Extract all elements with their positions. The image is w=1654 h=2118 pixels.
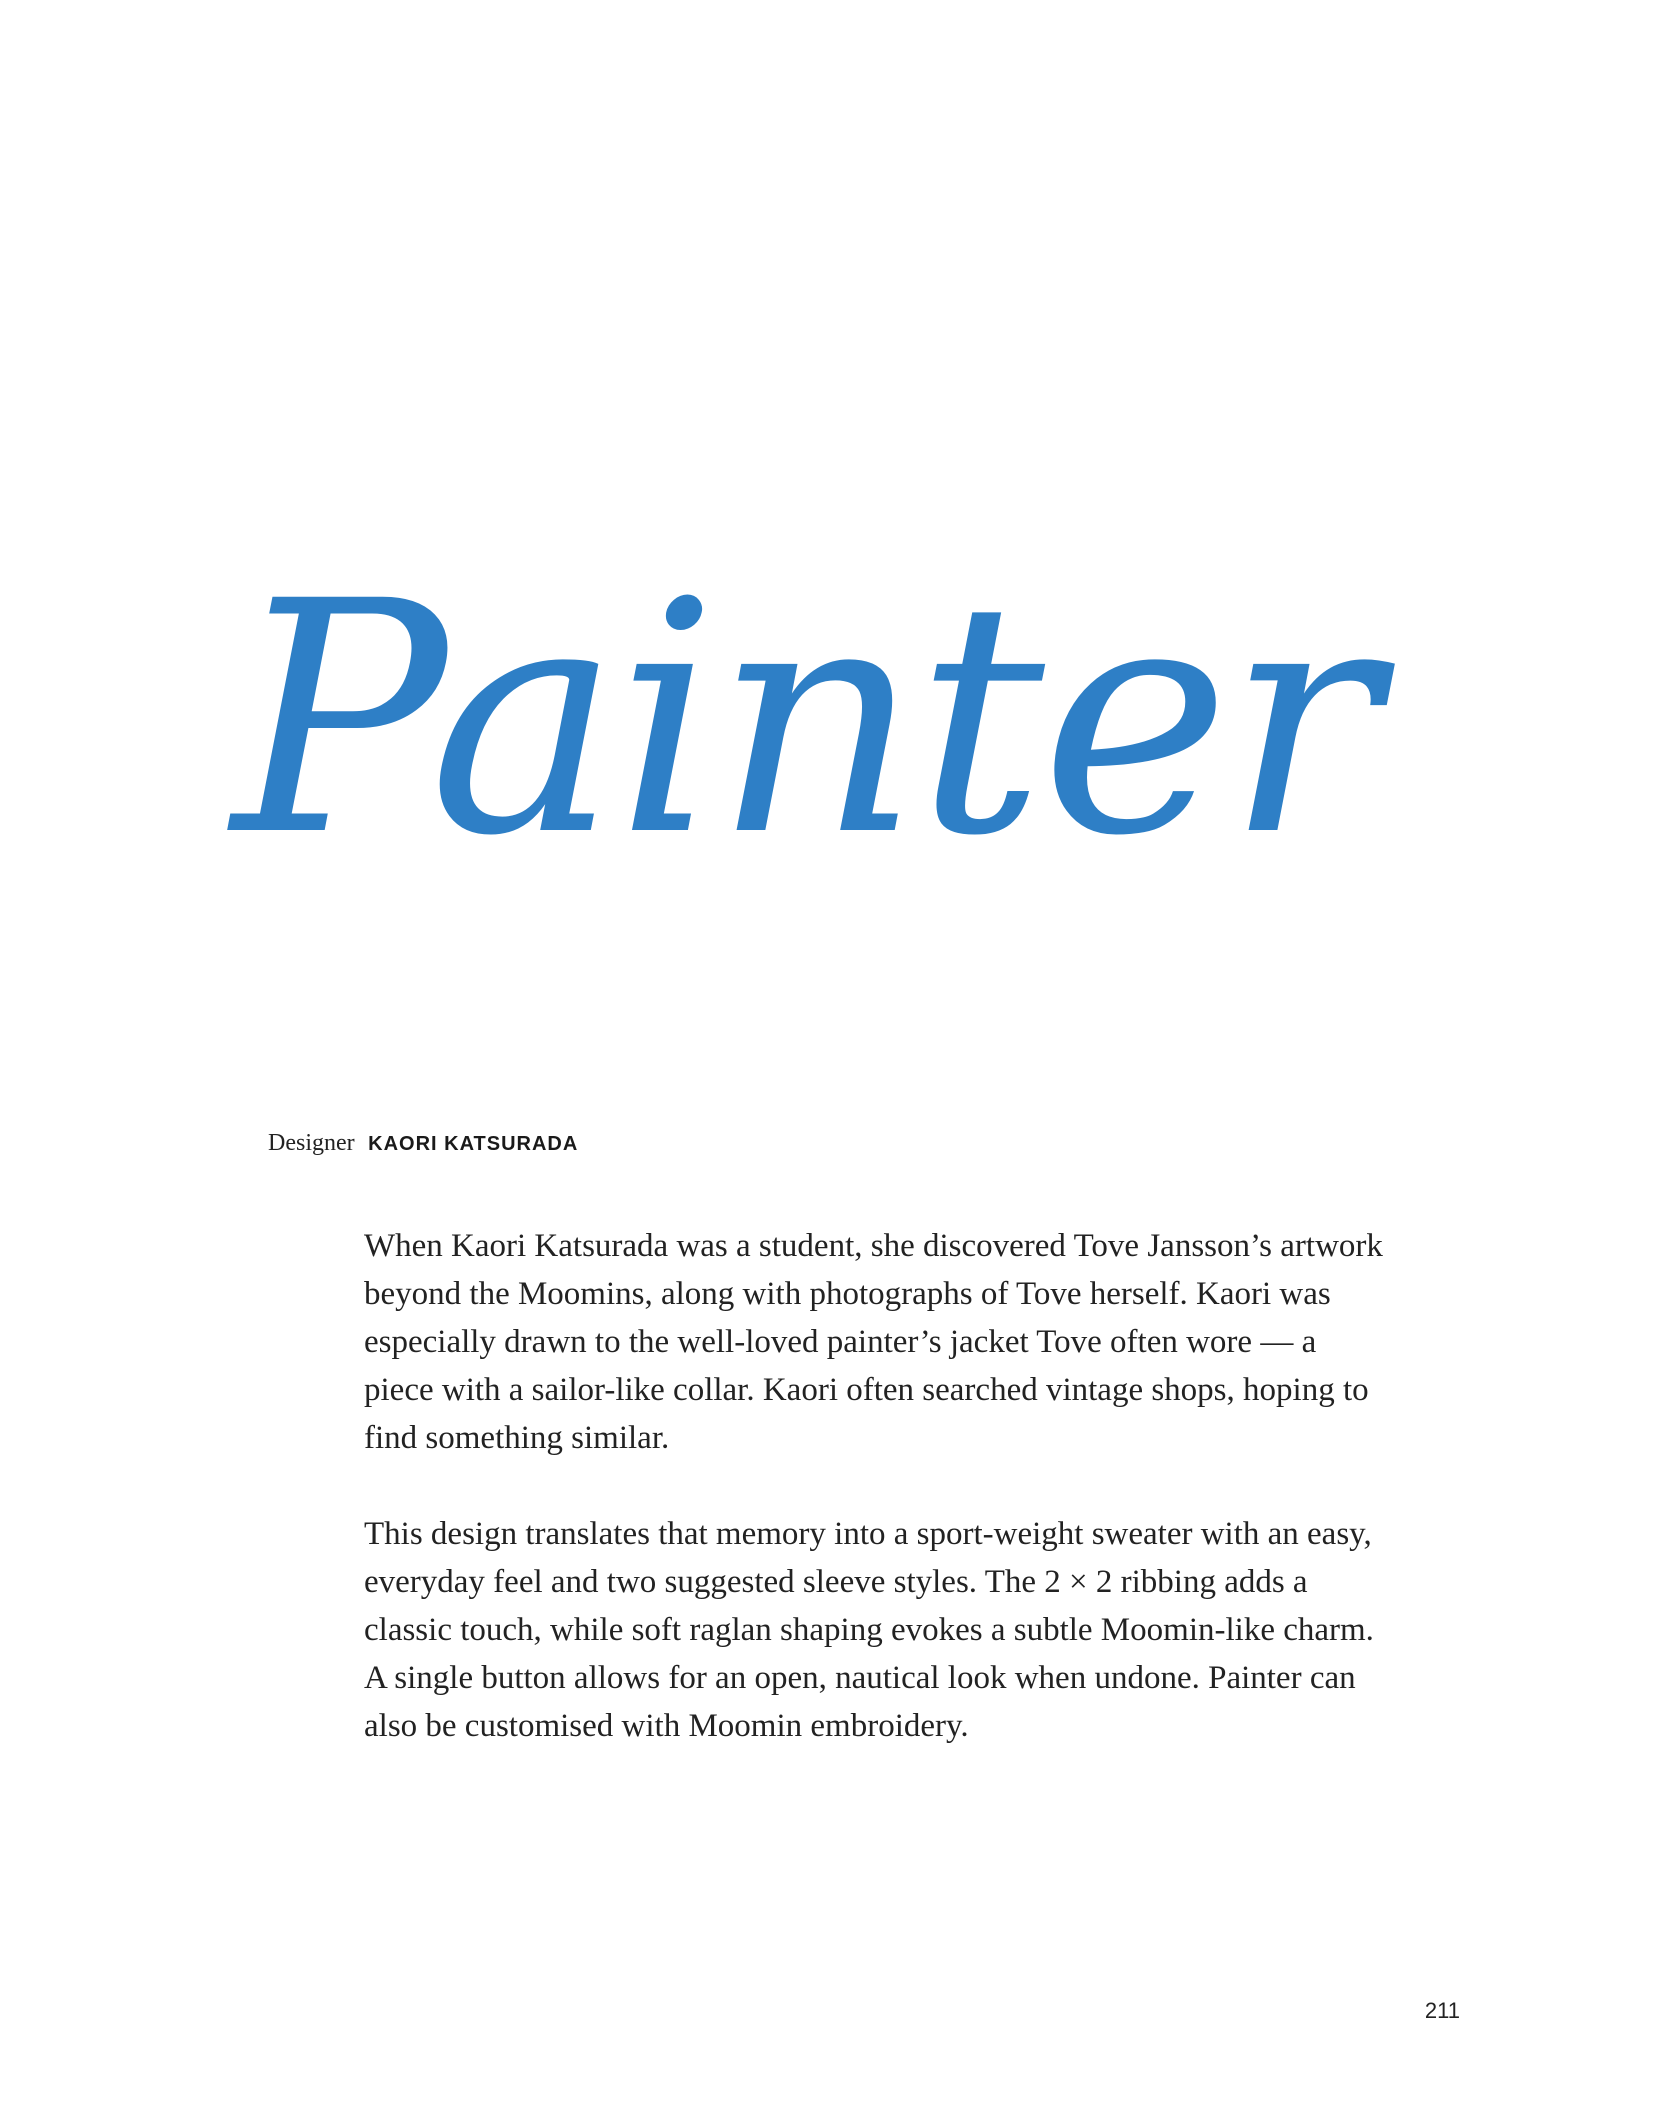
designer-credit [268,1130,578,1157]
designer-label: Designer [268,1130,355,1156]
designer-name: KAORI KATSURADA [368,1133,579,1155]
body-text [364,1222,1384,1798]
page-title: Painter [232,534,1376,906]
paragraph-2: This design translates that memory into a sport-weight sweater with an easy, everyday feel and two suggested sleeve styles. The 2 × 2 ribbing adds a classic touch, while soft raglan shaping evokes a subtle Moomin-like charm. A single button allows for an open, nautical look when undone. Painter can also be customised with Moomin embroidery. [364,1516,1374,1744]
page-number: 211 [1424,1998,1460,2023]
paragraph-1: When Kaori Katsurada was a student, she discovered Tove Jansson’s artwork beyond the Moomins, along with photographs of Tove herself. Kaori was especially drawn to the well-loved painter’s jacket Tove often wore — a piece with a sailor-like collar. Kaori often searched vintage shops, hoping to find something similar. [364,1228,1383,1456]
